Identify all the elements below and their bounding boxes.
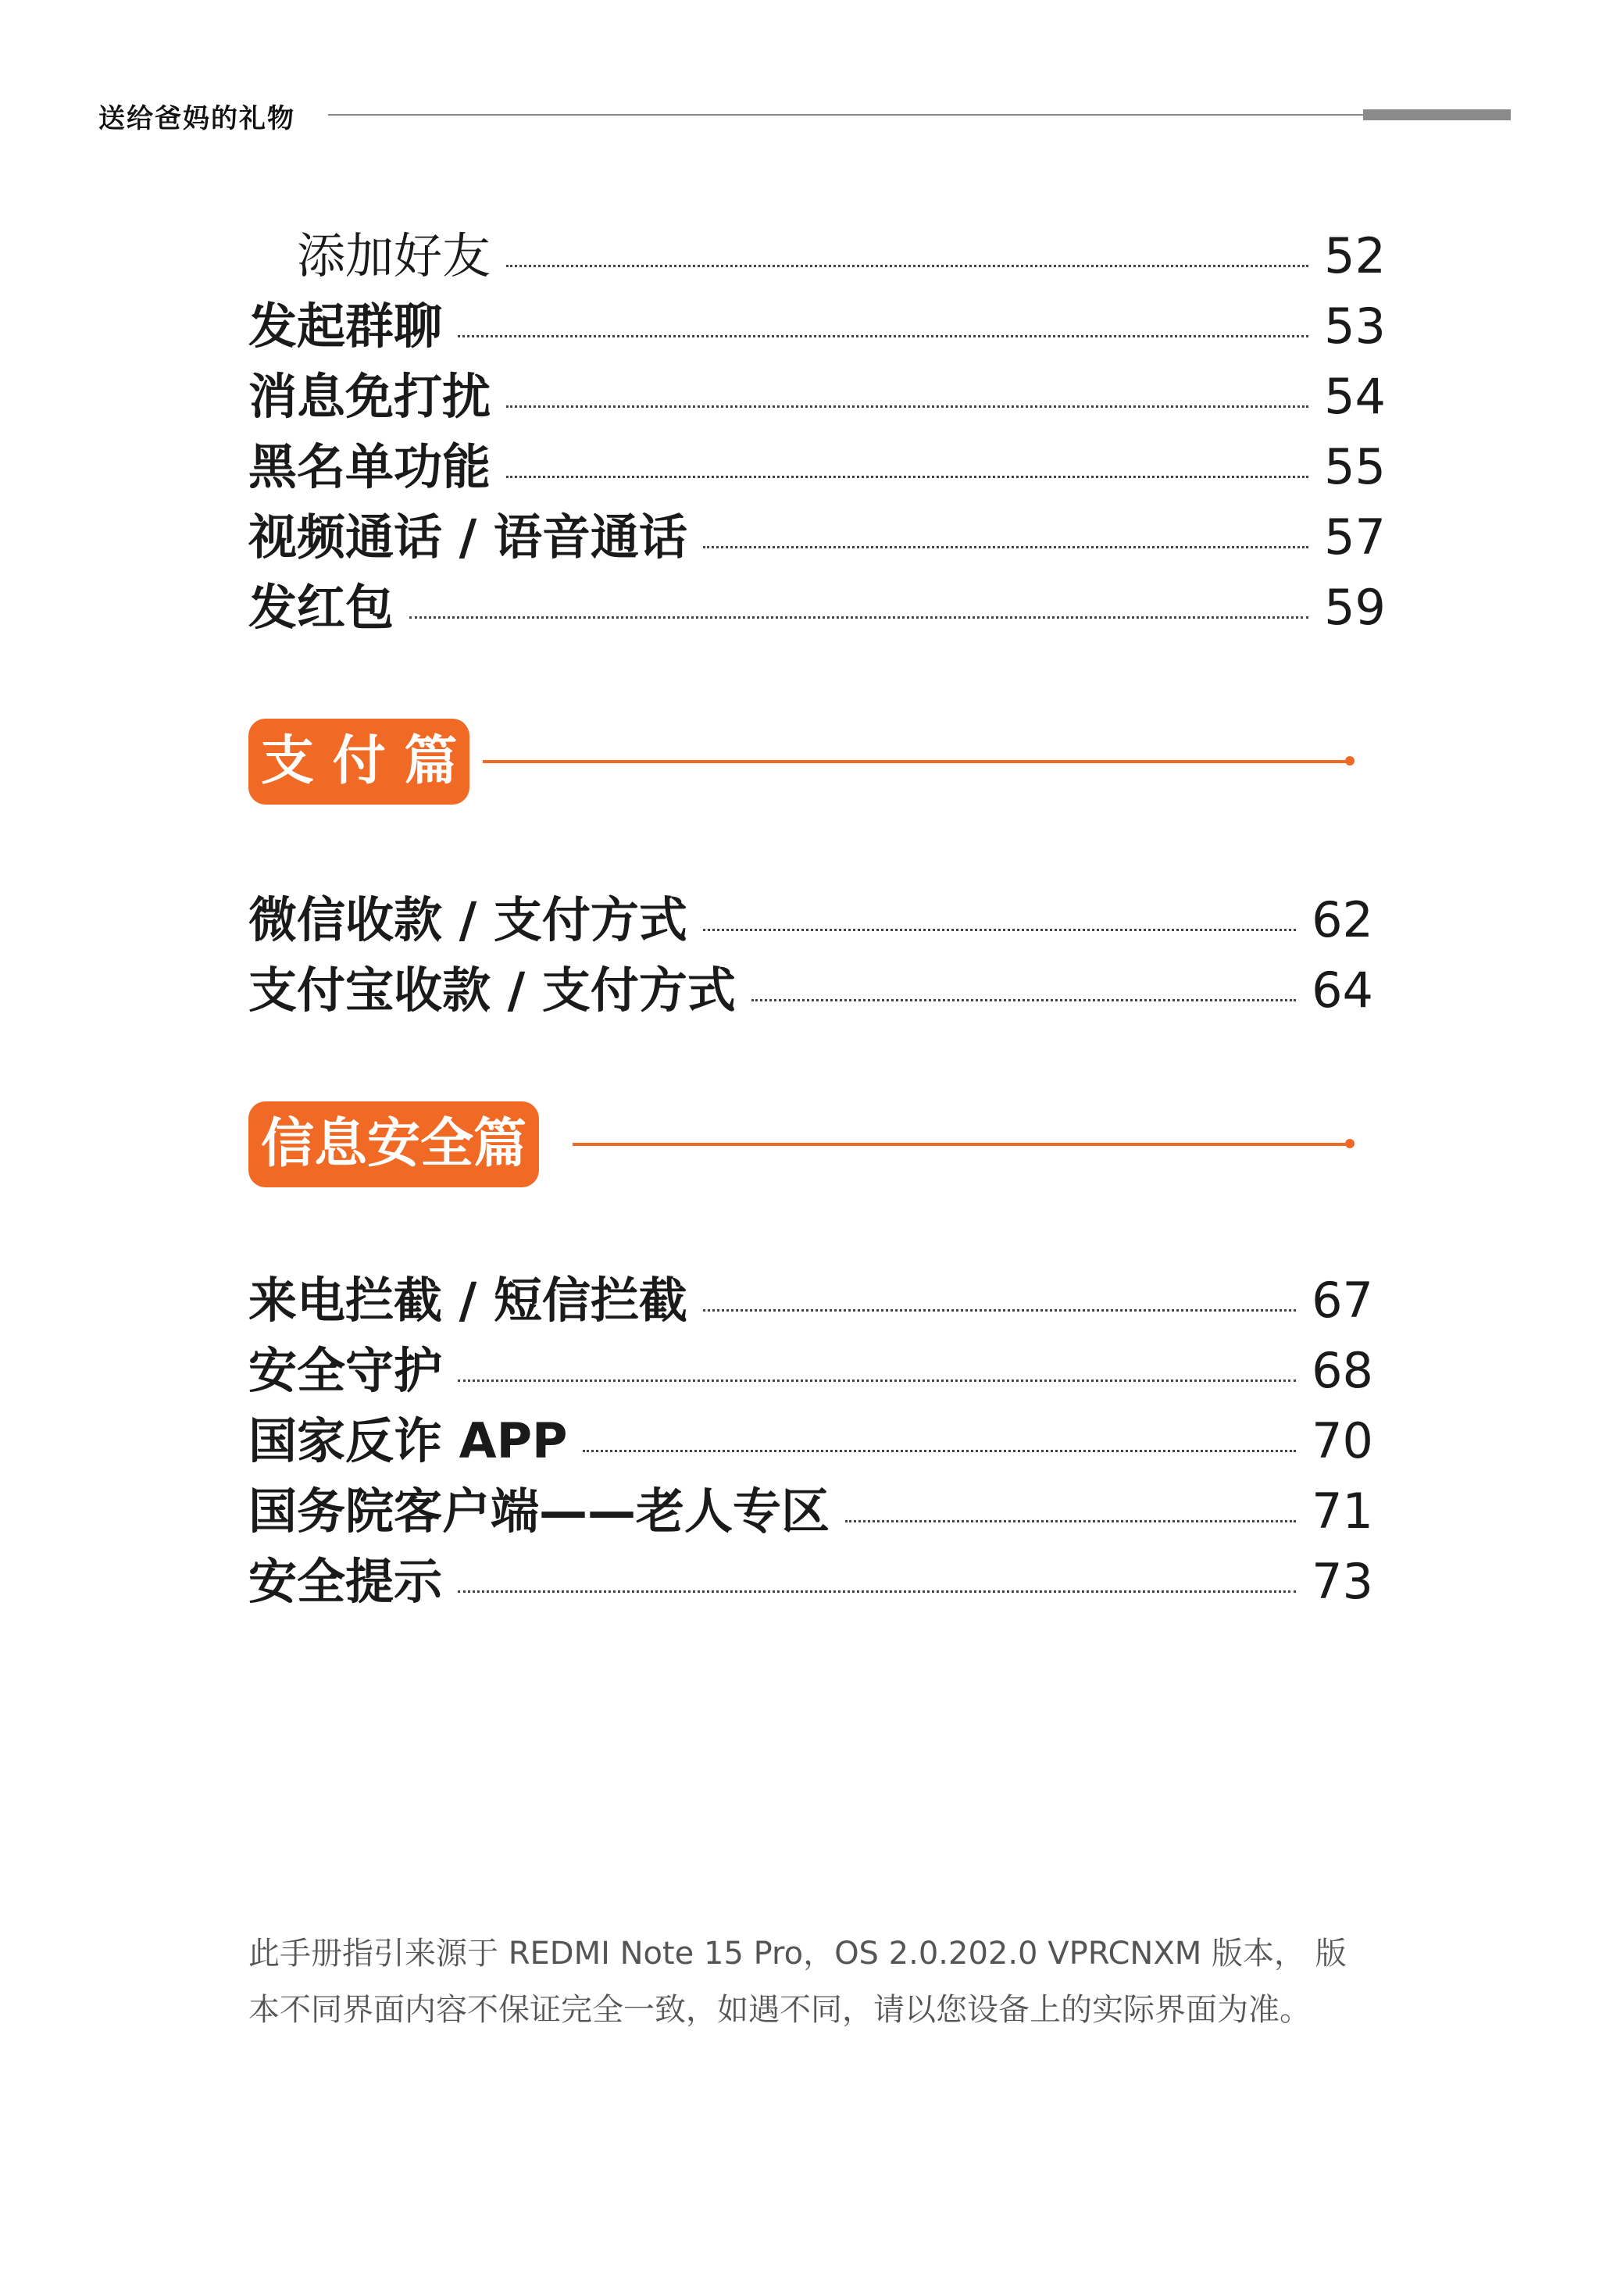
toc-entry-title: 微信收款 / 支付方式 [248,891,687,948]
header-title: 送给爸妈的礼物 [98,103,295,134]
section-rule-end-dot [1345,756,1355,766]
toc-entry-title: 来电拦截 / 短信拦截 [248,1272,687,1329]
toc-entry[interactable] [248,1340,1373,1402]
toc-entry-title: 黑名单功能 [248,438,491,495]
toc-entry-page: 71 [1312,1483,1373,1540]
toc-entry-page: 59 [1324,579,1386,636]
toc-entry[interactable] [248,889,1373,951]
toc-entry-page: 70 [1312,1412,1373,1469]
toc-entry-title: 支付宝收款 / 支付方式 [248,962,736,1019]
footnote-disclaimer: 此手册指引来源于 REDMI Note 15 Pro，OS 2.0.202.0 VPRCNXM 版本， 版本不同界面内容不保证完全一致，如遇不同，请以您设备上的实际界面为准。 [248,1936,1347,2028]
toc-entry-title: 视频通话 / 语音通话 [248,509,687,566]
section-header-payment [248,719,1358,805]
toc-entry[interactable] [248,295,1386,358]
toc-leader-dots [751,999,1296,1001]
toc-entry-page: 68 [1312,1342,1373,1399]
toc-entry-title: 发起群聊 [248,298,443,355]
toc-entry[interactable] [248,506,1386,569]
toc-entry[interactable] [248,366,1386,428]
toc-leader-dots [458,1379,1296,1382]
toc-entry[interactable] [248,1551,1373,1613]
toc-entry[interactable] [297,225,1386,287]
header-accent-bar [1363,109,1511,120]
section-header-security [248,1101,1358,1187]
toc-entry-title: 安全守护 [248,1342,443,1399]
toc-entry[interactable] [248,959,1373,1022]
toc-leader-dots [583,1450,1296,1452]
toc-leader-dots [703,929,1296,931]
toc-entry-title: 国家反诈 APP [248,1412,568,1469]
toc-leader-dots [506,476,1308,478]
section-title-badge: 支 付 篇 [248,719,469,805]
toc-entry-page: 64 [1312,962,1373,1019]
toc-entry-page: 54 [1324,368,1386,425]
toc-leader-dots [845,1520,1296,1522]
header-rule [328,114,1363,116]
toc-leader-dots [506,405,1308,408]
toc-entry-title: 发红包 [248,579,394,636]
toc-leader-dots [409,616,1308,619]
section-rule [483,760,1350,763]
toc-entry-page: 67 [1312,1272,1373,1329]
page-header [0,0,1624,156]
toc-entry-title: 添加好友 [297,227,491,284]
toc-entry[interactable] [248,576,1386,639]
toc-entry-title: 安全提示 [248,1553,443,1610]
section-rule [573,1143,1350,1146]
toc-leader-dots [458,335,1308,337]
toc-entry-page: 52 [1324,227,1386,284]
toc-entry-page: 57 [1324,509,1386,566]
toc-entry-page: 62 [1312,891,1373,948]
section-title-badge: 信息安全篇 [248,1101,539,1187]
toc-entry-page: 73 [1312,1553,1373,1610]
toc-entry-page: 53 [1324,298,1386,355]
toc-leader-dots [703,546,1308,548]
toc-entry[interactable] [248,1269,1373,1332]
toc-entry-page: 55 [1324,438,1386,495]
toc-entry[interactable] [248,1480,1373,1543]
toc-entry[interactable] [248,1410,1373,1472]
toc-leader-dots [703,1309,1296,1312]
toc-entry[interactable] [248,436,1386,498]
section-rule-end-dot [1345,1139,1355,1148]
toc-leader-dots [458,1590,1296,1593]
toc-entry-title: 消息免打扰 [248,368,491,425]
toc-entry-title: 国务院客户端——老人专区 [248,1483,830,1540]
toc-leader-dots [506,265,1308,267]
